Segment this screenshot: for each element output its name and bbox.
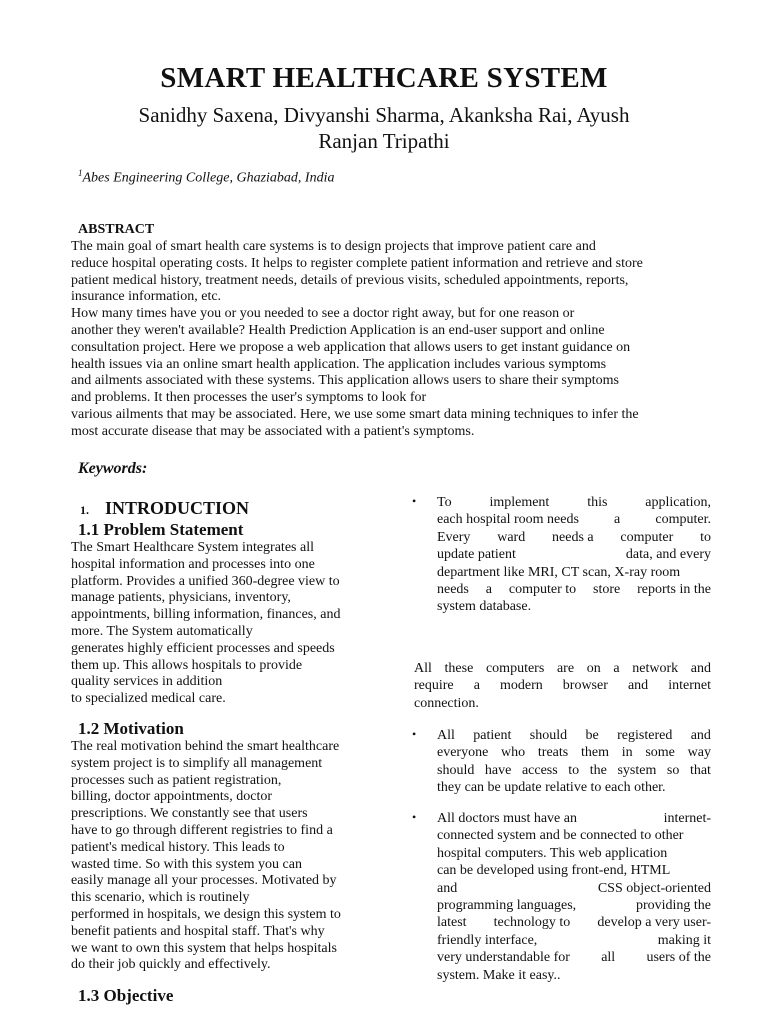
- word: this: [587, 495, 608, 510]
- authors-line-2: Ranjan Tripathi: [318, 129, 450, 153]
- word: in: [621, 745, 633, 761]
- paragraph-line: this scenario, which is routinely: [71, 890, 250, 906]
- paragraph-line: patient's medical history. This leads to: [71, 839, 285, 855]
- bullet-item-registration: [437, 727, 711, 797]
- word: CSS object-oriented: [597, 880, 711, 896]
- abstract-line: most accurate disease that may be associated with a patient's symptoms.: [71, 423, 475, 439]
- word: patient: [473, 728, 512, 743]
- bullet-marker: •: [412, 494, 417, 508]
- bullet-line: [437, 932, 711, 949]
- paragraph-line: manage patients, physicians, inventory,: [71, 590, 291, 606]
- bullet-line: [437, 494, 711, 511]
- word: and: [627, 678, 649, 694]
- affiliation: [78, 168, 334, 187]
- network-paragraph: [414, 660, 711, 712]
- word: registered: [617, 728, 673, 743]
- section-number: 1.: [80, 503, 89, 517]
- word: technology to: [493, 915, 571, 931]
- bullet-line: [437, 967, 711, 984]
- abstract-line: The main goal of smart health care systems is to design projects that improve patient care and: [71, 239, 596, 254]
- word: a: [614, 512, 621, 528]
- word: system: [617, 762, 657, 778]
- word: internet: [668, 678, 711, 694]
- word: connection.: [414, 695, 479, 711]
- word: they can be update relative to each other.: [437, 780, 666, 796]
- word: all: [601, 950, 616, 966]
- word: modern: [499, 678, 543, 694]
- word: browser: [562, 678, 608, 694]
- word: All: [414, 661, 432, 676]
- bullet-line: [437, 880, 711, 897]
- word: system database.: [437, 599, 532, 615]
- bullet-line: [437, 546, 711, 563]
- abstract-line: various ailments that may be associated. Here, we use some smart data mining techniques to infer the: [71, 406, 639, 422]
- word: users of the: [646, 950, 711, 966]
- bullet-line: [437, 581, 711, 598]
- word: should: [437, 762, 475, 778]
- word: to: [700, 529, 711, 545]
- word: and: [437, 880, 458, 896]
- paragraph-line: have to go through different registries to find a: [71, 822, 333, 838]
- abstract-line: consultation project. Here we propose a web application that allows users to get instant guidance on: [71, 339, 631, 355]
- word: have: [484, 762, 512, 778]
- word: To: [437, 495, 452, 510]
- bullet-line: [437, 949, 711, 966]
- abstract-line: another they weren't available? Health Prediction Application is an end-user support and online: [71, 322, 605, 338]
- word: system. Make it easy..: [437, 967, 561, 983]
- word: develop a very user-: [597, 915, 711, 931]
- word: reports in the: [637, 582, 711, 598]
- bullet-line: [437, 529, 711, 546]
- word: and: [690, 661, 711, 676]
- paragraph-line: to specialized medical care.: [71, 691, 226, 707]
- bullet-item-doctors: [437, 810, 711, 984]
- bullet-line: [437, 511, 711, 528]
- affiliation-mark: 1: [78, 168, 83, 178]
- word: way: [687, 745, 711, 761]
- word: so: [666, 762, 680, 778]
- word: connected system and be connected to other: [437, 828, 684, 844]
- abstract-line: patient medical history, treatment needs, details of previous visits, scheduled appointments, reports,: [71, 272, 629, 288]
- word: implement: [489, 495, 550, 510]
- bullet-line: [437, 827, 711, 844]
- word: hospital computers. This web application: [437, 845, 668, 861]
- problem-statement-text: [71, 540, 371, 708]
- word: who: [501, 745, 526, 761]
- word: update patient: [437, 547, 516, 563]
- word: application,: [645, 495, 711, 510]
- paragraph-line: quality services in addition: [71, 674, 223, 690]
- word: store: [593, 582, 621, 598]
- paragraph-line: The real motivation behind the smart healthcare: [71, 739, 340, 754]
- bullet-line: [437, 845, 711, 862]
- bullet-marker: •: [412, 810, 417, 824]
- paragraph-line: appointments, billing information, finances, and: [71, 607, 341, 623]
- section-heading-introduction: INTRODUCTION: [105, 498, 250, 518]
- word: should: [529, 728, 568, 743]
- word: ward: [497, 529, 526, 545]
- paragraph-line: platform. Provides a unified 360-degree view to: [71, 573, 340, 589]
- word: the: [589, 762, 607, 778]
- word: everyone: [437, 745, 489, 761]
- paper-title: SMART HEALTHCARE SYSTEM: [160, 62, 608, 94]
- paragraph-line: processes such as patient registration,: [71, 772, 282, 788]
- paragraph-line: easily manage all your processes. Motivated by: [71, 873, 337, 889]
- abstract-line: and problems. It then processes the user's symptoms to look for: [71, 390, 427, 406]
- paragraph-line: [414, 660, 711, 677]
- word: computer: [620, 529, 674, 545]
- abstract-line: insurance information, etc.: [71, 289, 222, 305]
- paragraph-line: them up. This allows hospitals to provide: [71, 657, 303, 673]
- bullet-line: [437, 564, 711, 581]
- word: each hospital room needs: [437, 512, 579, 528]
- bullet-line: [437, 862, 711, 879]
- authors-line-1: Sanidhy Saxena, Divyanshi Sharma, Akanksha Rai, Ayush: [138, 103, 630, 127]
- word: that: [689, 762, 711, 778]
- abstract-body: [71, 239, 711, 441]
- paragraph-line: we want to own this system that helps hospitals: [71, 940, 337, 956]
- word: data, and every: [625, 547, 711, 563]
- word: computer to: [508, 582, 577, 598]
- paragraph-line: generates highly efficient processes and speeds: [71, 640, 335, 656]
- paragraph-line: system project is to simplify all management: [71, 755, 323, 771]
- word: network: [632, 661, 679, 676]
- word: providing the: [635, 898, 711, 914]
- word: needs: [437, 582, 469, 598]
- paragraph-line: billing, doctor appointments, doctor: [71, 789, 273, 805]
- word: be: [585, 728, 599, 743]
- word: making it: [657, 932, 711, 948]
- word: latest: [437, 915, 467, 931]
- paragraph-line: wasted time. So with this system you can: [71, 856, 302, 872]
- bullet-line: [437, 810, 711, 827]
- affiliation-text: Abes Engineering College, Ghaziabad, India: [82, 170, 335, 186]
- bullet-line: [437, 897, 711, 914]
- word: are: [556, 661, 575, 676]
- word: computer.: [655, 512, 711, 528]
- word: them: [580, 745, 609, 761]
- abstract-line: and ailments associated with these systems. This application allows users to share their symptoms: [71, 373, 619, 389]
- abstract-line: health issues via an online smart health application. The application includes various symptoms: [71, 356, 607, 372]
- paragraph-line: more. The System automatically: [71, 623, 253, 639]
- bullet-line: [437, 744, 711, 761]
- bullet-line: [437, 779, 711, 796]
- word: a: [485, 582, 492, 598]
- bullet-line: [437, 914, 711, 931]
- abstract-line: reduce hospital operating costs. It helps to register complete patient information and retrieve and store: [71, 255, 643, 271]
- word: internet-: [663, 811, 711, 826]
- subsection-heading-objective: 1.3 Objective: [78, 986, 174, 1005]
- paragraph-line: [414, 695, 711, 712]
- word: on: [586, 661, 601, 676]
- subsection-heading-motivation: 1.2 Motivation: [78, 719, 184, 738]
- word: require: [414, 678, 454, 694]
- bullet-line: [437, 762, 711, 779]
- word: friendly interface,: [437, 932, 538, 948]
- word: access: [521, 762, 558, 778]
- motivation-text: [71, 739, 371, 974]
- word: to: [568, 762, 580, 778]
- paragraph-line: [414, 677, 711, 694]
- subsection-heading-problem: 1.1 Problem Statement: [78, 520, 244, 539]
- word: a: [613, 661, 620, 676]
- paragraph-line: do their job quickly and effectively.: [71, 957, 271, 973]
- paragraph-line: hospital information and processes into one: [71, 556, 315, 572]
- word: All: [437, 728, 455, 743]
- word: can be developed using front-end, HTML: [437, 863, 671, 879]
- bullet-item-computers: [437, 494, 711, 616]
- bullet-line: [437, 598, 711, 615]
- word: some: [645, 745, 675, 761]
- bullet-line: [437, 727, 711, 744]
- abstract-heading: ABSTRACT: [78, 222, 155, 237]
- word: department like MRI, CT scan, X-ray room: [437, 564, 681, 580]
- paragraph-line: prescriptions. We constantly see that users: [71, 806, 308, 822]
- word: these: [444, 661, 474, 676]
- paragraph-line: performed in hospitals, we design this system to: [71, 906, 341, 922]
- word: a: [473, 678, 480, 694]
- bullet-marker: •: [412, 727, 417, 741]
- paragraph-line: The Smart Healthcare System integrates all: [71, 540, 314, 555]
- word: treats: [537, 745, 569, 761]
- word: computers: [485, 661, 545, 676]
- abstract-line: How many times have you or you needed to see a doctor right away, but for one reason or: [71, 306, 575, 322]
- keywords-label: Keywords:: [78, 460, 148, 477]
- paragraph-line: benefit patients and hospital staff. That's why: [71, 923, 325, 939]
- word: very understandable for: [437, 950, 570, 966]
- word: Every: [437, 529, 471, 545]
- word: and: [690, 728, 711, 743]
- word: needs a: [552, 529, 594, 545]
- word: All doctors must have an: [437, 811, 577, 826]
- word: programming languages,: [437, 898, 577, 914]
